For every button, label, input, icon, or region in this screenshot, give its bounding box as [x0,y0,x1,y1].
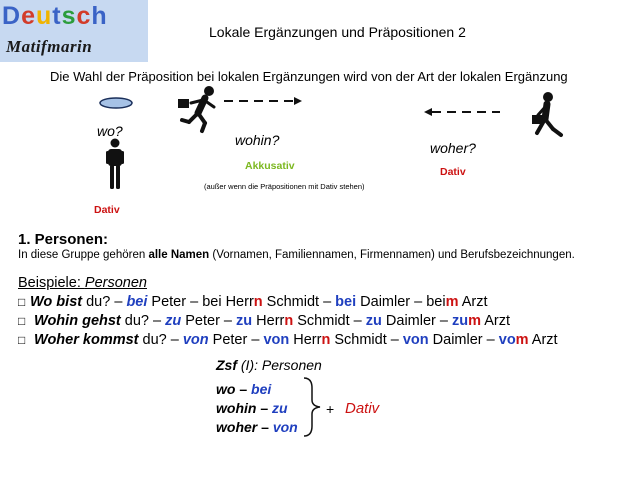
case-wohin: Akkusativ [245,160,295,172]
logo-letter: s [61,2,77,30]
logo-letter: c [76,2,92,30]
standing-person-icon [106,139,124,190]
examples-label: Beispiele: Personen [18,275,147,291]
place-oval-icon [100,98,132,108]
arrow-left-icon [424,108,500,116]
walking-away-person-icon [532,92,561,135]
checkbox-icon: □ [18,314,26,328]
question-wohin: wohin? [235,132,280,148]
question-wo: wo? [97,123,123,139]
logo-letter: t [52,2,62,30]
summary-case: Dativ [345,400,380,417]
walking-person-icon [178,86,214,131]
checkbox-icon: □ [18,295,26,309]
example-row-wo: □ Wo bist du? – bei Peter – bei Herrn Schmidt – bei Daimler – beim Arzt [18,294,488,310]
case-wo: Dativ [94,204,120,216]
summary-plus: + [326,401,335,417]
case-woher: Dativ [440,166,466,178]
page-title: Lokale Ergänzungen und Präpositionen 2 [209,24,466,40]
logo-letter: u [35,2,53,30]
question-woher: woher? [430,140,476,156]
example-row-wohin: □ Wohin gehst du? – zu Peter – zu Herrn Schmidt – zu Daimler – zum Arzt [18,313,511,329]
logo-letter: D [2,2,22,30]
section-heading: 1. Personen: [18,231,109,248]
checkbox-icon: □ [18,333,26,347]
logo-subtitle: Matifmarin [6,37,93,56]
intro-text: Die Wahl der Präposition bei lokalen Ergänzungen wird von der Art der lokalen Ergänzung [50,69,568,84]
summary-title: Zsf (I): Personen [216,357,322,373]
summary-line-wohin: wohin – zu [216,400,288,416]
logo-letter: e [21,2,36,30]
logo-wordmark [2,2,108,31]
section-description: In diese Gruppe gehören alle Namen (Vornamen, Familiennamen, Firmennamen) und Berufsbezeichnungen. [18,249,575,261]
summary-line-woher: woher – von [216,419,298,435]
example-row-woher: □ Woher kommst du? – von Peter – von Herrn Schmidt – von Daimler – vom Arzt [18,332,558,348]
logo-letter: h [91,2,108,30]
summary-line-wo: wo – bei [216,381,272,397]
wohin-note: (außer wenn die Präpositionen mit Dativ stehen) [204,182,365,191]
arrow-right-icon [224,97,302,105]
